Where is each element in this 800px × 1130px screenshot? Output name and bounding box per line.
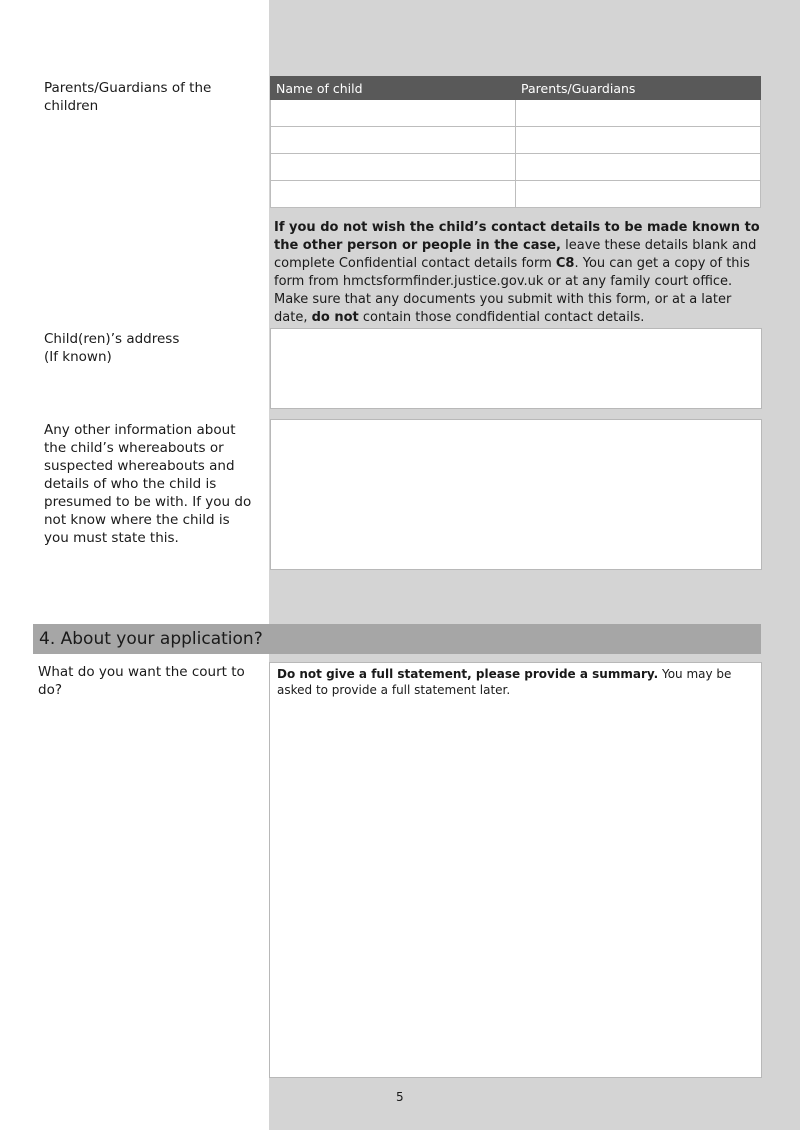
whereabouts-field[interactable] [270,419,762,570]
court-request-hint [270,663,761,701]
address-label-line2: (If known) [44,349,112,365]
childrens-address-label [44,330,179,366]
whereabouts-label: Any other information about the child’s whereabouts or suspected whereabouts and details of who the child is presumed to be with. If you do not know where the child is you must state this. [44,422,252,546]
section-4-heading: 4. About your application? [33,624,761,654]
page-number: 5 [396,1090,404,1104]
hint-bold: Do not give a full statement, please provide a summary. [277,667,659,681]
parents-cell[interactable] [516,100,761,127]
table-row [271,154,761,181]
notice-do-not: do not [311,310,359,325]
address-label-line1: Child(ren)’s address [44,331,180,347]
notice-text-2: . You can get a copy of this form from hmctsformfinder.justice.gov.uk or at any family court office. Make sure that any documents you submit with this form, or at a later date, [274,256,750,325]
table-row [271,181,761,208]
childrens-address-field[interactable] [270,328,762,409]
notice-text-1: leave these details blank and complete Confidential contact details form [274,238,757,271]
children-parents-table [270,76,761,208]
child-name-cell[interactable] [271,100,516,127]
name-of-child-header: Name of child [271,77,516,100]
notice-form-code: C8 [555,256,575,271]
notice-text-3: contain those condfidential contact details. [358,310,645,325]
child-name-cell[interactable] [271,154,516,181]
parents-cell[interactable] [516,154,761,181]
court-request-question: What do you want the court to do? [38,664,245,698]
parents-cell[interactable] [516,127,761,154]
hint-text: You may be asked to provide a full statement later. [277,667,732,697]
table-row [271,127,761,154]
parents-cell[interactable] [516,181,761,208]
parents-guardians-header: Parents/Guardians [516,77,761,100]
child-name-cell[interactable] [271,181,516,208]
notice-bold-lead: If you do not wish the child’s contact details to be made known to the other person or people in the case, [274,220,760,253]
confidential-details-notice [274,219,762,327]
table-row [271,100,761,127]
table-header-row [271,77,761,100]
court-request-field[interactable] [269,662,762,1078]
child-name-cell[interactable] [271,127,516,154]
parents-guardians-label: Parents/Guardians of the children [44,80,212,114]
